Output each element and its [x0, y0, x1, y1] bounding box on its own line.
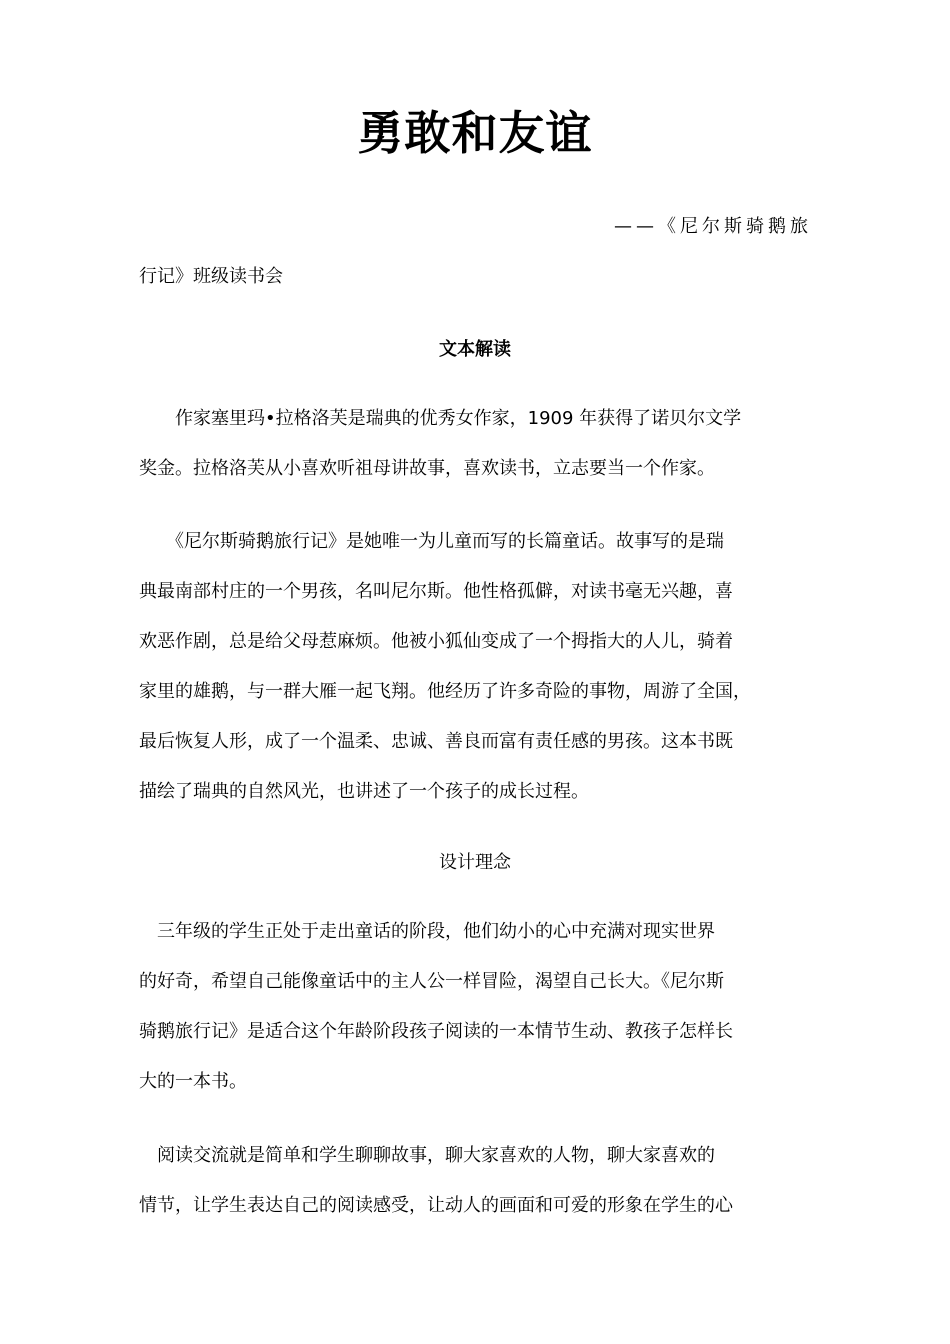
paragraph-line: 作家塞里玛•拉格洛芙是瑞典的优秀女作家，1909 年获得了诺贝尔文学	[139, 408, 742, 429]
paragraph-line: 骑鹅旅行记》是适合这个年龄阶段孩子阅读的一本情节生动、教孩子怎样长	[139, 1021, 733, 1042]
paragraph-book-summary	[139, 517, 815, 817]
paragraph-design-rationale	[139, 907, 815, 1107]
document-title: 勇敢和友谊	[357, 106, 593, 160]
paragraph-line: 大的一本书。	[139, 1071, 247, 1092]
paragraph-reading-exchange	[139, 1131, 815, 1231]
paragraph-line: 描绘了瑞典的自然风光，也讲述了一个孩子的成长过程。	[139, 781, 589, 802]
paragraph-line: 的好奇，希望自己能像童话中的主人公一样冒险，渴望自己长大。《尼尔斯	[139, 971, 724, 992]
section-heading-text-interpretation: 文本解读	[439, 339, 511, 360]
paragraph-line: 情节，让学生表达自己的阅读感受，让动人的画面和可爱的形象在学生的心	[139, 1195, 733, 1216]
subtitle-line-1: ——《尼尔斯骑鹅旅	[614, 216, 812, 237]
paragraph-author-intro	[139, 394, 815, 494]
subtitle-line-2: 行记》班级读书会	[139, 266, 283, 287]
paragraph-line: 奖金。拉格洛芙从小喜欢听祖母讲故事，喜欢读书，立志要当一个作家。	[139, 458, 715, 479]
paragraph-line: 典最南部村庄的一个男孩，名叫尼尔斯。他性格孤僻，对读书毫无兴趣，喜	[139, 581, 733, 602]
paragraph-line: 欢恶作剧，总是给父母惹麻烦。他被小狐仙变成了一个拇指大的人儿，骑着	[139, 631, 733, 652]
paragraph-line: 家里的雄鹅，与一群大雁一起飞翔。他经历了许多奇险的事物，周游了全国，	[139, 681, 751, 702]
section-heading-design-concept: 设计理念	[439, 852, 511, 873]
paragraph-line: 《尼尔斯骑鹅旅行记》是她唯一为儿童而写的长篇童话。故事写的是瑞	[139, 531, 724, 552]
paragraph-line: 阅读交流就是简单和学生聊聊故事，聊大家喜欢的人物，聊大家喜欢的	[139, 1145, 715, 1166]
paragraph-line: 最后恢复人形，成了一个温柔、忠诚、善良而富有责任感的男孩。这本书既	[139, 731, 733, 752]
paragraph-line: 三年级的学生正处于走出童话的阶段，他们幼小的心中充满对现实世界	[139, 921, 715, 942]
